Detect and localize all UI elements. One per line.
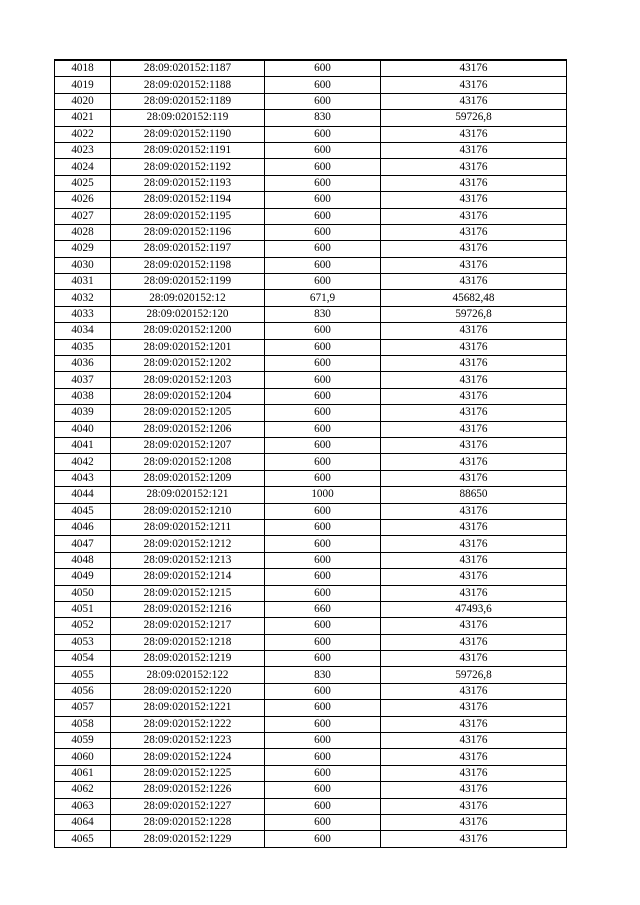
table-row [55, 667, 567, 683]
area-cell: 600 [265, 651, 381, 667]
area-cell: 600 [265, 93, 381, 109]
table-row [55, 519, 567, 535]
row-number-cell: 4047 [55, 536, 111, 552]
value-cell: 43176 [381, 159, 567, 175]
row-number-cell: 4039 [55, 405, 111, 421]
row-number-cell: 4020 [55, 93, 111, 109]
table-row [55, 290, 567, 306]
cadastral-number-cell: 28:09:020152:122 [111, 667, 265, 683]
cadastral-number-cell: 28:09:020152:1220 [111, 683, 265, 699]
value-cell: 59726,8 [381, 667, 567, 683]
row-number-cell: 4055 [55, 667, 111, 683]
cadastral-number-cell: 28:09:020152:1205 [111, 405, 265, 421]
row-number-cell: 4023 [55, 142, 111, 158]
cadastral-number-cell: 28:09:020152:1203 [111, 372, 265, 388]
parcel-table-body [55, 60, 567, 847]
cadastral-number-cell: 28:09:020152:1201 [111, 339, 265, 355]
value-cell: 43176 [381, 683, 567, 699]
value-cell: 43176 [381, 634, 567, 650]
value-cell: 43176 [381, 421, 567, 437]
row-number-cell: 4060 [55, 749, 111, 765]
row-number-cell: 4031 [55, 274, 111, 290]
table-row [55, 618, 567, 634]
cadastral-number-cell: 28:09:020152:1202 [111, 356, 265, 372]
row-number-cell: 4044 [55, 487, 111, 503]
row-number-cell: 4065 [55, 831, 111, 847]
row-number-cell: 4025 [55, 175, 111, 191]
area-cell: 600 [265, 569, 381, 585]
area-cell: 600 [265, 683, 381, 699]
value-cell: 43176 [381, 716, 567, 732]
row-number-cell: 4064 [55, 814, 111, 830]
cadastral-number-cell: 28:09:020152:1224 [111, 749, 265, 765]
cadastral-number-cell: 28:09:020152:1192 [111, 159, 265, 175]
row-number-cell: 4049 [55, 569, 111, 585]
cadastral-number-cell: 28:09:020152:1222 [111, 716, 265, 732]
table-row [55, 356, 567, 372]
area-cell: 600 [265, 421, 381, 437]
cadastral-number-cell: 28:09:020152:1227 [111, 798, 265, 814]
cadastral-number-cell: 28:09:020152:1219 [111, 651, 265, 667]
table-row [55, 651, 567, 667]
area-cell: 600 [265, 224, 381, 240]
cadastral-number-cell: 28:09:020152:1209 [111, 470, 265, 486]
cadastral-number-cell: 28:09:020152:1212 [111, 536, 265, 552]
table-row [55, 110, 567, 126]
table-row [55, 77, 567, 93]
cadastral-number-cell: 28:09:020152:1215 [111, 585, 265, 601]
cadastral-number-cell: 28:09:020152:119 [111, 110, 265, 126]
table-row [55, 93, 567, 109]
value-cell: 45682,48 [381, 290, 567, 306]
row-number-cell: 4051 [55, 601, 111, 617]
value-cell: 43176 [381, 60, 567, 77]
area-cell: 600 [265, 372, 381, 388]
area-cell: 600 [265, 126, 381, 142]
area-cell: 600 [265, 437, 381, 453]
value-cell: 43176 [381, 536, 567, 552]
area-cell: 600 [265, 60, 381, 77]
value-cell: 43176 [381, 733, 567, 749]
value-cell: 43176 [381, 339, 567, 355]
cadastral-number-cell: 28:09:020152:1199 [111, 274, 265, 290]
value-cell: 43176 [381, 93, 567, 109]
area-cell: 600 [265, 192, 381, 208]
value-cell: 43176 [381, 257, 567, 273]
area-cell: 600 [265, 782, 381, 798]
row-number-cell: 4037 [55, 372, 111, 388]
value-cell: 43176 [381, 126, 567, 142]
cadastral-number-cell: 28:09:020152:1228 [111, 814, 265, 830]
row-number-cell: 4063 [55, 798, 111, 814]
cadastral-number-cell: 28:09:020152:1193 [111, 175, 265, 191]
value-cell: 43176 [381, 700, 567, 716]
area-cell: 600 [265, 257, 381, 273]
area-cell: 600 [265, 175, 381, 191]
table-row [55, 765, 567, 781]
area-cell: 600 [265, 388, 381, 404]
table-row [55, 733, 567, 749]
row-number-cell: 4046 [55, 519, 111, 535]
row-number-cell: 4026 [55, 192, 111, 208]
table-row [55, 487, 567, 503]
table-row [55, 257, 567, 273]
area-cell: 600 [265, 765, 381, 781]
value-cell: 43176 [381, 765, 567, 781]
cadastral-number-cell: 28:09:020152:1187 [111, 60, 265, 77]
value-cell: 43176 [381, 519, 567, 535]
table-row [55, 421, 567, 437]
area-cell: 600 [265, 142, 381, 158]
value-cell: 43176 [381, 651, 567, 667]
cadastral-number-cell: 28:09:020152:1211 [111, 519, 265, 535]
value-cell: 43176 [381, 437, 567, 453]
area-cell: 600 [265, 733, 381, 749]
cadastral-number-cell: 28:09:020152:1195 [111, 208, 265, 224]
cadastral-number-cell: 28:09:020152:1188 [111, 77, 265, 93]
area-cell: 600 [265, 356, 381, 372]
cadastral-number-cell: 28:09:020152:1190 [111, 126, 265, 142]
table-row [55, 274, 567, 290]
cadastral-number-cell: 28:09:020152:1229 [111, 831, 265, 847]
cadastral-number-cell: 28:09:020152:1189 [111, 93, 265, 109]
cadastral-number-cell: 28:09:020152:1207 [111, 437, 265, 453]
row-number-cell: 4059 [55, 733, 111, 749]
cadastral-number-cell: 28:09:020152:1200 [111, 323, 265, 339]
area-cell: 600 [265, 159, 381, 175]
area-cell: 600 [265, 700, 381, 716]
cadastral-number-cell: 28:09:020152:12 [111, 290, 265, 306]
area-cell: 600 [265, 241, 381, 257]
value-cell: 43176 [381, 618, 567, 634]
area-cell: 600 [265, 274, 381, 290]
row-number-cell: 4034 [55, 323, 111, 339]
table-row [55, 437, 567, 453]
parcel-table [54, 59, 567, 848]
area-cell: 600 [265, 585, 381, 601]
table-row [55, 208, 567, 224]
table-row [55, 749, 567, 765]
table-row [55, 552, 567, 568]
row-number-cell: 4029 [55, 241, 111, 257]
row-number-cell: 4040 [55, 421, 111, 437]
value-cell: 43176 [381, 503, 567, 519]
area-cell: 600 [265, 454, 381, 470]
table-row [55, 339, 567, 355]
table-row [55, 634, 567, 650]
area-cell: 600 [265, 536, 381, 552]
row-number-cell: 4053 [55, 634, 111, 650]
table-row [55, 601, 567, 617]
value-cell: 43176 [381, 585, 567, 601]
cadastral-number-cell: 28:09:020152:1223 [111, 733, 265, 749]
value-cell: 43176 [381, 470, 567, 486]
cadastral-number-cell: 28:09:020152:1225 [111, 765, 265, 781]
row-number-cell: 4058 [55, 716, 111, 732]
row-number-cell: 4045 [55, 503, 111, 519]
table-row [55, 388, 567, 404]
cadastral-number-cell: 28:09:020152:120 [111, 306, 265, 322]
table-row [55, 192, 567, 208]
value-cell: 43176 [381, 749, 567, 765]
table-row [55, 323, 567, 339]
table-row [55, 700, 567, 716]
row-number-cell: 4043 [55, 470, 111, 486]
cadastral-number-cell: 28:09:020152:1213 [111, 552, 265, 568]
value-cell: 43176 [381, 552, 567, 568]
area-cell: 600 [265, 814, 381, 830]
row-number-cell: 4054 [55, 651, 111, 667]
table-row [55, 405, 567, 421]
area-cell: 600 [265, 77, 381, 93]
area-cell: 600 [265, 618, 381, 634]
value-cell: 43176 [381, 274, 567, 290]
table-row [55, 716, 567, 732]
row-number-cell: 4056 [55, 683, 111, 699]
row-number-cell: 4022 [55, 126, 111, 142]
table-row [55, 585, 567, 601]
area-cell: 830 [265, 110, 381, 126]
table-row [55, 503, 567, 519]
cadastral-number-cell: 28:09:020152:1197 [111, 241, 265, 257]
cadastral-number-cell: 28:09:020152:1204 [111, 388, 265, 404]
cadastral-number-cell: 28:09:020152:1218 [111, 634, 265, 650]
area-cell: 600 [265, 634, 381, 650]
area-cell: 660 [265, 601, 381, 617]
row-number-cell: 4050 [55, 585, 111, 601]
value-cell: 43176 [381, 454, 567, 470]
row-number-cell: 4038 [55, 388, 111, 404]
row-number-cell: 4062 [55, 782, 111, 798]
row-number-cell: 4018 [55, 60, 111, 77]
table-row [55, 798, 567, 814]
area-cell: 830 [265, 667, 381, 683]
row-number-cell: 4030 [55, 257, 111, 273]
cadastral-number-cell: 28:09:020152:1226 [111, 782, 265, 798]
cadastral-number-cell: 28:09:020152:1208 [111, 454, 265, 470]
row-number-cell: 4033 [55, 306, 111, 322]
value-cell: 43176 [381, 798, 567, 814]
table-row [55, 159, 567, 175]
row-number-cell: 4035 [55, 339, 111, 355]
cadastral-number-cell: 28:09:020152:1196 [111, 224, 265, 240]
cadastral-number-cell: 28:09:020152:121 [111, 487, 265, 503]
cadastral-number-cell: 28:09:020152:1191 [111, 142, 265, 158]
value-cell: 43176 [381, 831, 567, 847]
cadastral-number-cell: 28:09:020152:1217 [111, 618, 265, 634]
table-row [55, 175, 567, 191]
cadastral-number-cell: 28:09:020152:1194 [111, 192, 265, 208]
table-row [55, 126, 567, 142]
table-row [55, 470, 567, 486]
area-cell: 600 [265, 339, 381, 355]
value-cell: 43176 [381, 372, 567, 388]
value-cell: 59726,8 [381, 306, 567, 322]
table-row [55, 372, 567, 388]
value-cell: 43176 [381, 569, 567, 585]
value-cell: 43176 [381, 175, 567, 191]
row-number-cell: 4024 [55, 159, 111, 175]
row-number-cell: 4036 [55, 356, 111, 372]
value-cell: 43176 [381, 814, 567, 830]
row-number-cell: 4061 [55, 765, 111, 781]
row-number-cell: 4021 [55, 110, 111, 126]
value-cell: 47493,6 [381, 601, 567, 617]
row-number-cell: 4042 [55, 454, 111, 470]
value-cell: 59726,8 [381, 110, 567, 126]
area-cell: 1000 [265, 487, 381, 503]
value-cell: 43176 [381, 208, 567, 224]
area-cell: 600 [265, 552, 381, 568]
cadastral-number-cell: 28:09:020152:1198 [111, 257, 265, 273]
area-cell: 600 [265, 798, 381, 814]
table-row [55, 683, 567, 699]
table-row [55, 306, 567, 322]
value-cell: 88650 [381, 487, 567, 503]
area-cell: 600 [265, 470, 381, 486]
cadastral-number-cell: 28:09:020152:1206 [111, 421, 265, 437]
row-number-cell: 4027 [55, 208, 111, 224]
table-row [55, 814, 567, 830]
value-cell: 43176 [381, 323, 567, 339]
table-row [55, 241, 567, 257]
table-row [55, 454, 567, 470]
cadastral-number-cell: 28:09:020152:1214 [111, 569, 265, 585]
cadastral-number-cell: 28:09:020152:1210 [111, 503, 265, 519]
value-cell: 43176 [381, 77, 567, 93]
value-cell: 43176 [381, 356, 567, 372]
cadastral-number-cell: 28:09:020152:1216 [111, 601, 265, 617]
area-cell: 671,9 [265, 290, 381, 306]
row-number-cell: 4019 [55, 77, 111, 93]
table-row [55, 224, 567, 240]
area-cell: 600 [265, 716, 381, 732]
area-cell: 600 [265, 503, 381, 519]
area-cell: 600 [265, 749, 381, 765]
row-number-cell: 4052 [55, 618, 111, 634]
row-number-cell: 4041 [55, 437, 111, 453]
row-number-cell: 4057 [55, 700, 111, 716]
area-cell: 600 [265, 405, 381, 421]
table-row [55, 142, 567, 158]
value-cell: 43176 [381, 192, 567, 208]
cadastral-number-cell: 28:09:020152:1221 [111, 700, 265, 716]
value-cell: 43176 [381, 241, 567, 257]
area-cell: 830 [265, 306, 381, 322]
value-cell: 43176 [381, 388, 567, 404]
area-cell: 600 [265, 831, 381, 847]
value-cell: 43176 [381, 405, 567, 421]
table-row [55, 536, 567, 552]
table-row [55, 782, 567, 798]
value-cell: 43176 [381, 224, 567, 240]
area-cell: 600 [265, 323, 381, 339]
table-row [55, 569, 567, 585]
table-row [55, 60, 567, 77]
area-cell: 600 [265, 208, 381, 224]
row-number-cell: 4032 [55, 290, 111, 306]
value-cell: 43176 [381, 142, 567, 158]
row-number-cell: 4048 [55, 552, 111, 568]
table-row [55, 831, 567, 847]
row-number-cell: 4028 [55, 224, 111, 240]
area-cell: 600 [265, 519, 381, 535]
value-cell: 43176 [381, 782, 567, 798]
